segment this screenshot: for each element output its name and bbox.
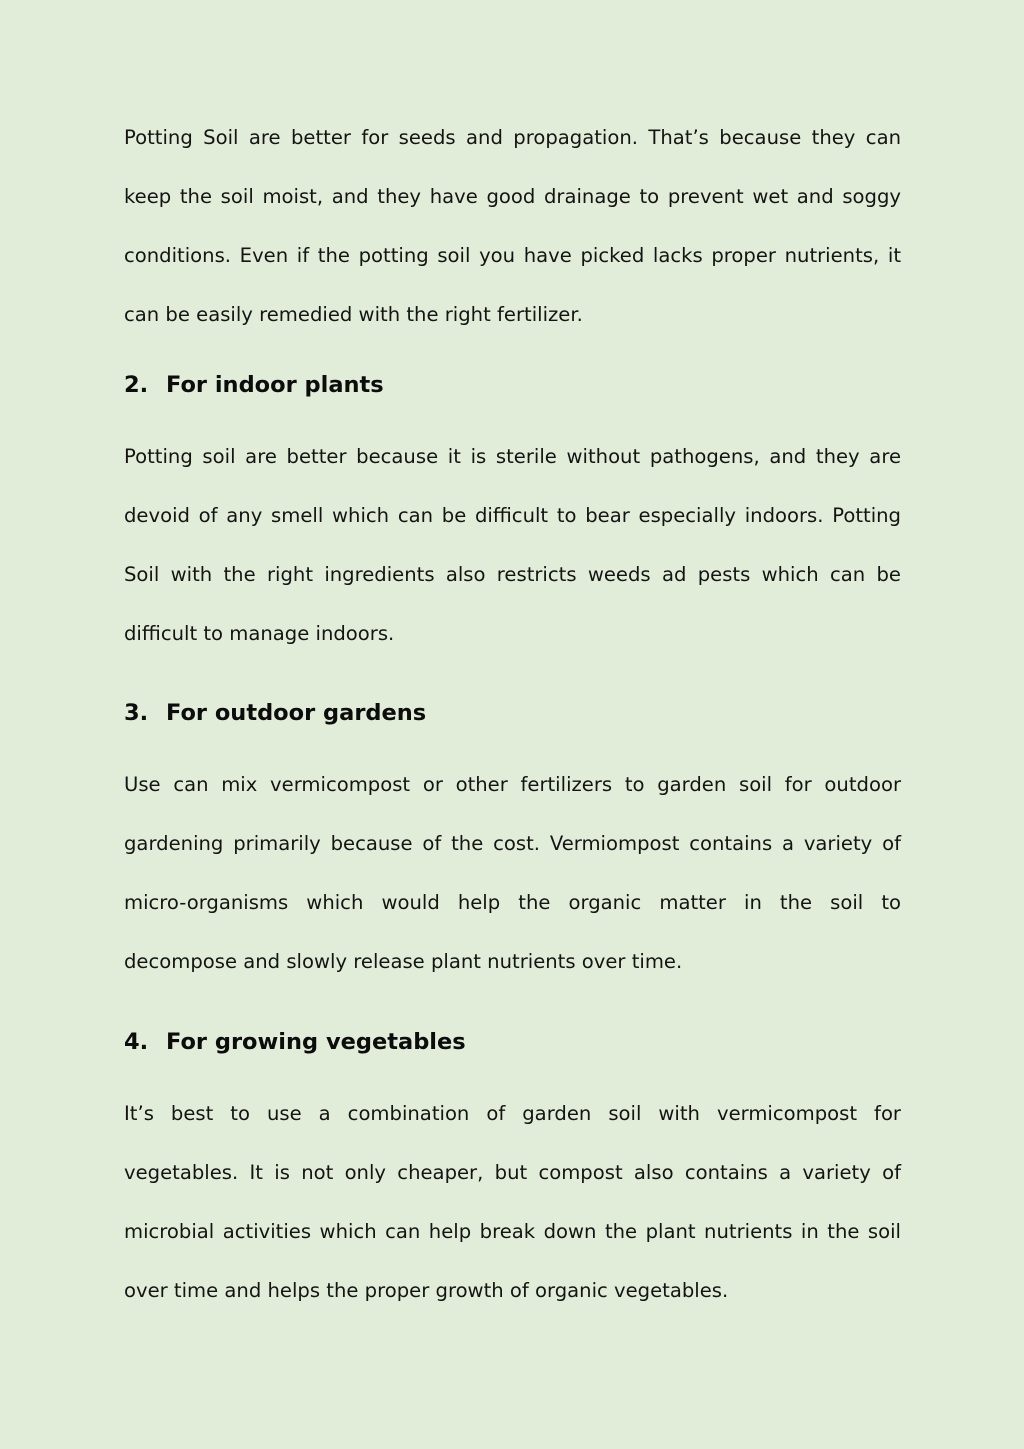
section-number: 3.	[124, 700, 149, 726]
section-paragraph-growing-vegetables: It’s best to use a combination of garden soil with vermicompost for vegetables. It is not only cheaper, but compost also contains a variety of microbial activities which can help break down the plant nutrients in the soil over time and helps the proper growth of organic vegetables.	[124, 1102, 901, 1302]
section-heading-outdoor-gardens	[124, 700, 426, 726]
section-title: For growing vegetables	[166, 1029, 466, 1055]
section-heading-indoor-plants	[124, 372, 384, 398]
section-heading-growing-vegetables	[124, 1029, 466, 1055]
intro-paragraph: Potting Soil are better for seeds and propagation. That’s because they can keep the soil moist, and they have good drainage to prevent wet and soggy conditions. Even if the potting soil you have picked lacks proper nutrients, it can be easily remedied with the right fertilizer.	[124, 126, 901, 326]
section-paragraph-outdoor-gardens: Use can mix vermicompost or other fertilizers to garden soil for outdoor gardening primarily because of the cost. Vermiompost contains a variety of micro-organisms which would help the organic matter in the soil to decompose and slowly release plant nutrients over time.	[124, 773, 901, 973]
section-title: For outdoor gardens	[166, 700, 427, 726]
section-paragraph-indoor-plants: Potting soil are better because it is sterile without pathogens, and they are devoid of any smell which can be difficult to bear especially indoors. Potting Soil with the right ingredients also restricts weeds ad pests which can be difficult to manage indoors.	[124, 445, 901, 645]
section-title: For indoor plants	[166, 372, 384, 398]
section-number: 2.	[124, 372, 149, 398]
section-number: 4.	[124, 1029, 149, 1055]
